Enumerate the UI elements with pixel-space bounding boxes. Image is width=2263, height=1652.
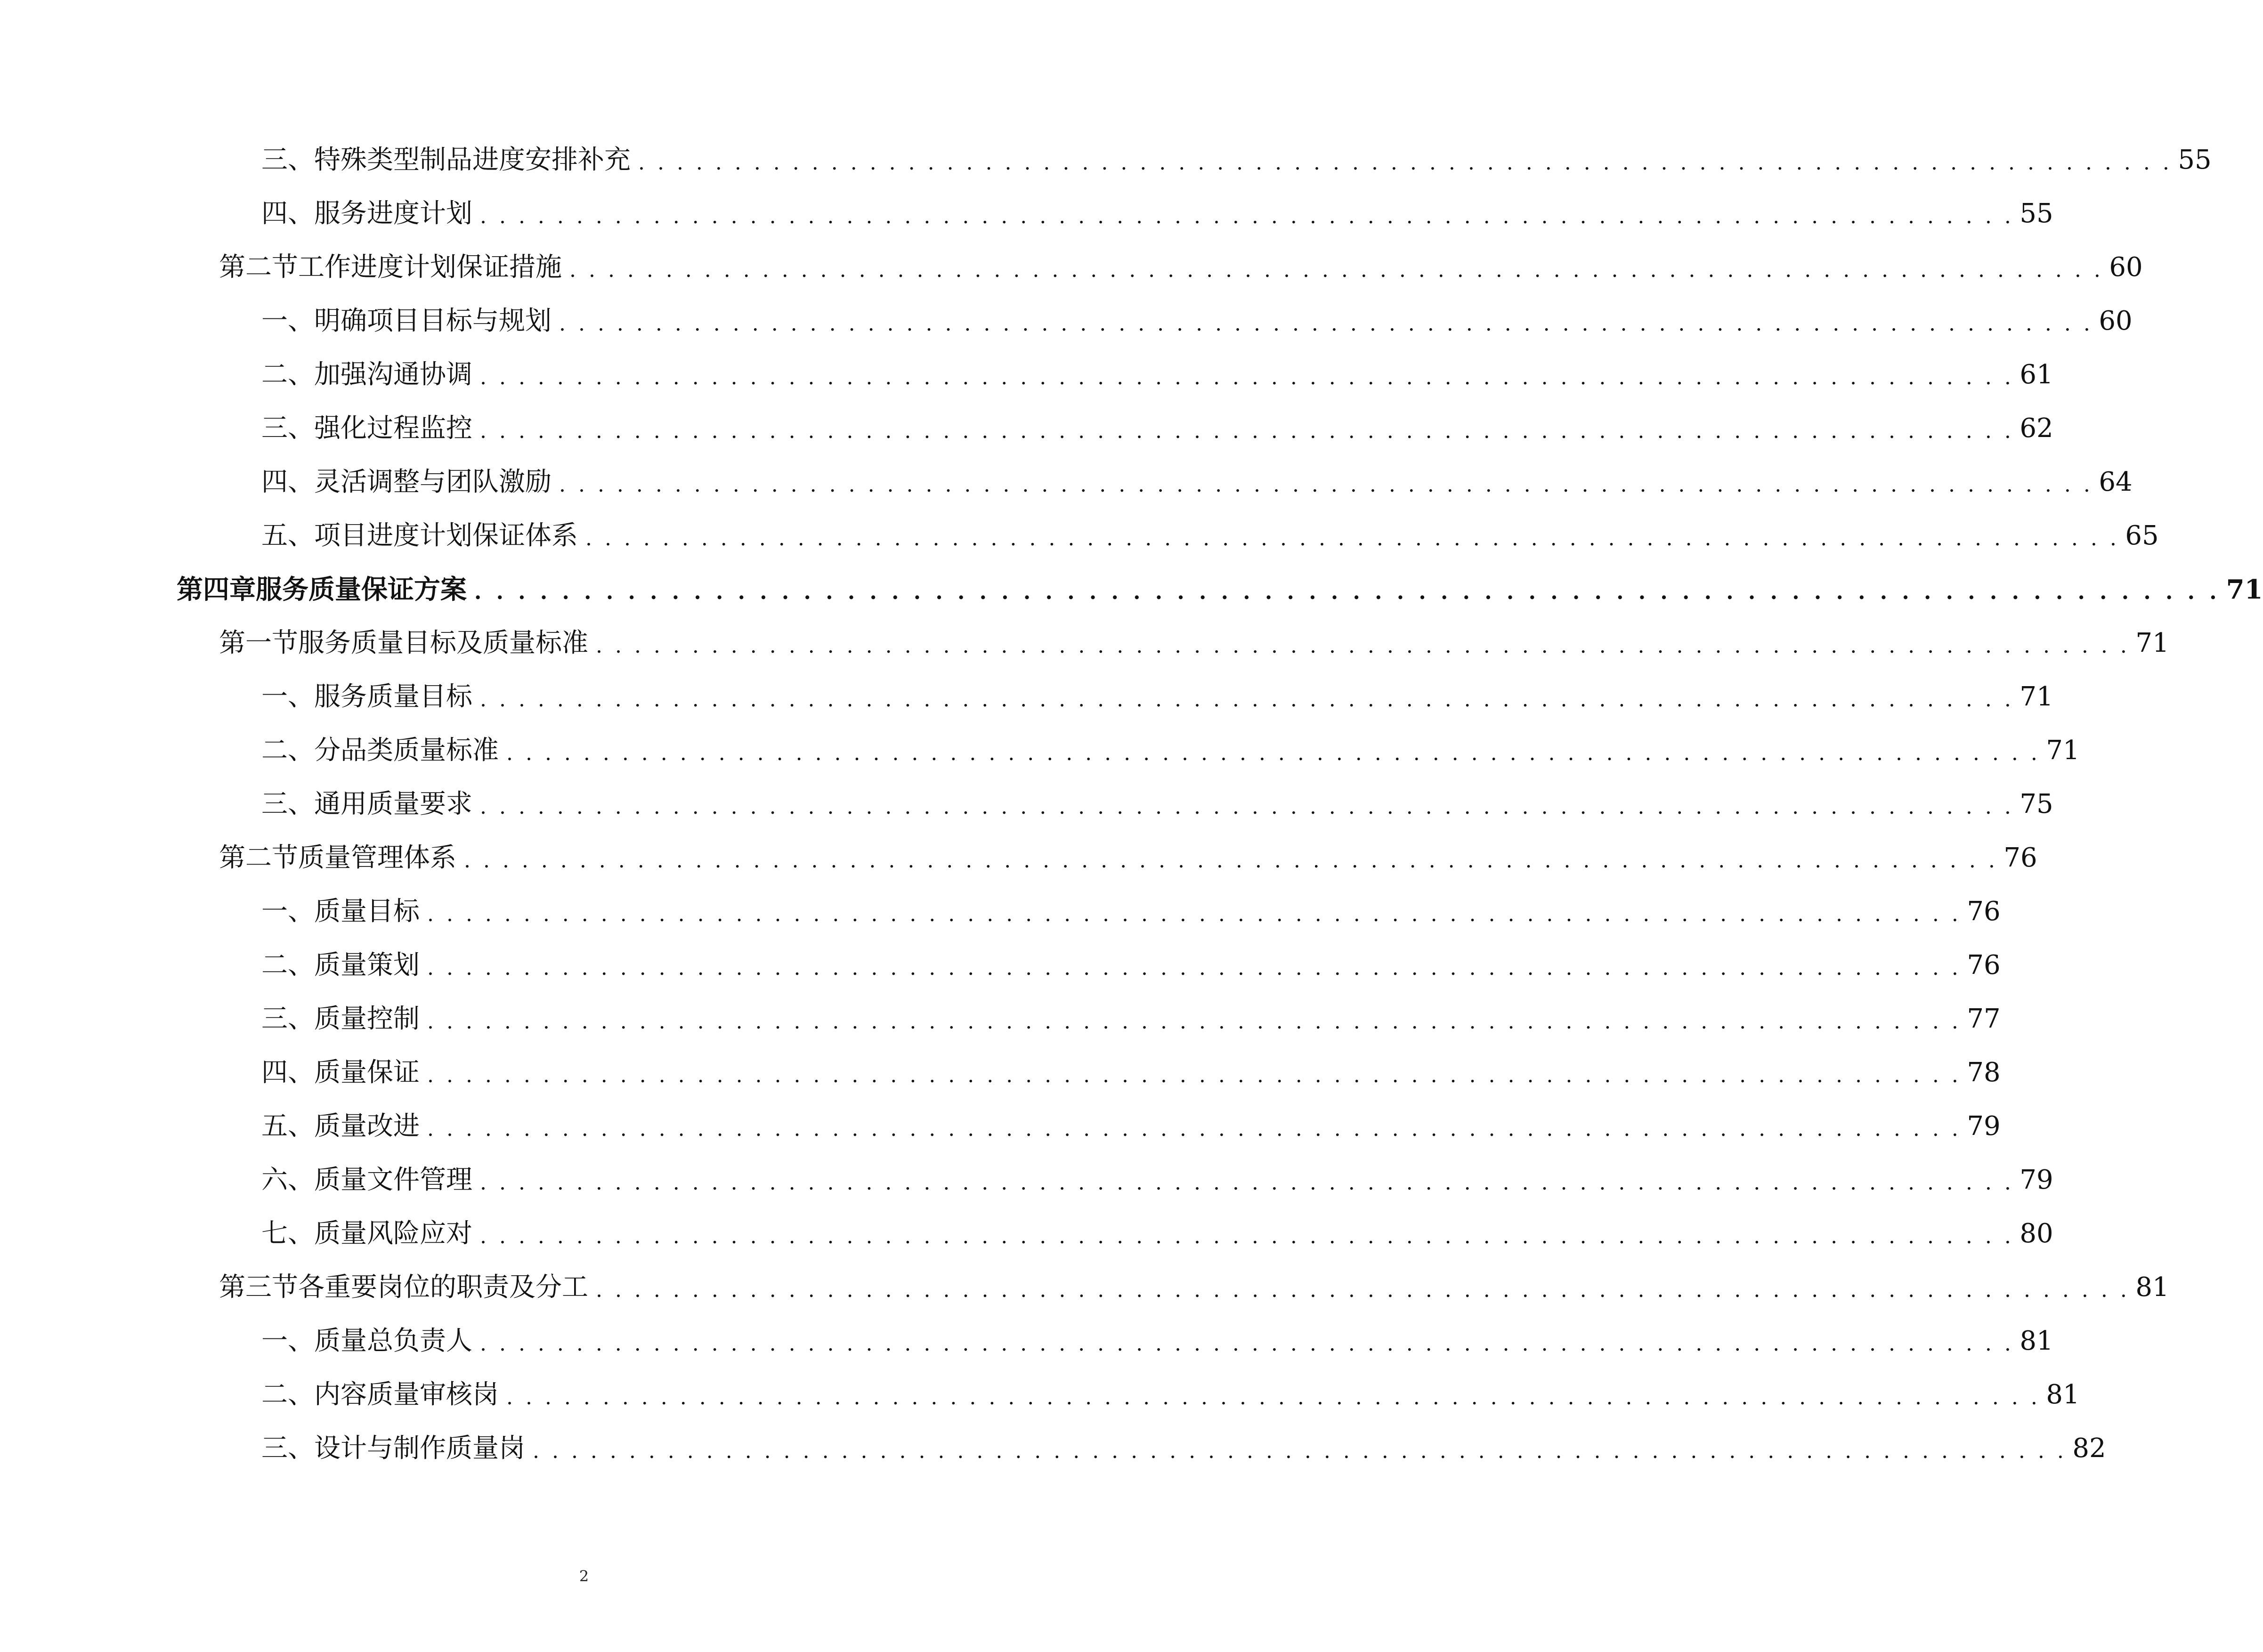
toc-entry[interactable] [261, 407, 2053, 450]
toc-entry-title: 服务进度计划 [314, 198, 472, 229]
toc-dot-leader: . . . . . . . . . . . . . . . . . . . . . . . . . . . . . . . . . . . . . . . . . . . . . . . . . . . . . . . . . . . . . . . . . . . . . . . . . . . . . . . . [559, 473, 2093, 497]
toc-dot-leader: . . . . . . . . . . . . . . . . . . . . . . . . . . . . . . . . . . . . . . . . . . . . . . . . . . . . . . . . . . . . . . . . . . . . . . . . . . . . . . . . [638, 151, 2173, 175]
toc-entry[interactable] [261, 676, 2053, 718]
toc-entry-title: 工作进度计划保证措施 [298, 252, 562, 283]
toc-entry[interactable] [261, 891, 2001, 933]
toc-entry-page: 79 [2020, 1165, 2053, 1195]
toc-chapter-entry[interactable] [177, 568, 2263, 611]
toc-dot-leader: . . . . . . . . . . . . . . . . . . . . . . . . . . . . . . . . . . . . . . . . . . . . . . . . . . . . . . . . . . . . . . . . . . . . . . . . . . . . . . . . [480, 419, 2014, 443]
toc-entry-title: 质量策划 [314, 950, 420, 980]
toc-entry-title: 质量改进 [314, 1111, 420, 1142]
toc-dot-leader: . . . . . . . . . . . . . . . . . . . . . . . . . . . . . . . . . . . . . . . . . . . . . . . . . . . . . . . . . . . . . . . . . . . . . . . . . . . . . . . . [480, 1332, 2014, 1356]
toc-entry[interactable] [219, 1266, 2169, 1309]
toc-entry-number: 一、 [261, 896, 314, 927]
toc-dot-leader: . . . . . . . . . . . . . . . . . . . . . . . . . . . . . . . . . . . . . . . . . . . . . . . . . . . . . . . . . . . . . . . . . . . . . . . . . . . . . . . . [596, 1278, 2130, 1302]
toc-entry-number: 一、 [261, 306, 314, 336]
toc-entry-number: 一、 [261, 1326, 314, 1356]
toc-entry-title: 质量总负责人 [314, 1326, 472, 1356]
toc-entry-number: 第四章 [177, 574, 256, 605]
toc-entry-number: 第一节 [219, 628, 298, 658]
toc-entry[interactable] [261, 1427, 2106, 1470]
toc-entry[interactable] [219, 837, 2037, 879]
toc-entry[interactable] [219, 622, 2169, 664]
toc-entry-title: 明确项目目标与规划 [314, 306, 552, 336]
toc-dot-leader: . . . . . . . . . . . . . . . . . . . . . . . . . . . . . . . . . . . . . . . . . . . . . . . . . . . . . . . . . . . . . . . . . . . . . . . . . . . . . . . . [533, 1439, 2067, 1463]
toc-entry[interactable] [261, 1052, 2001, 1094]
toc-entry-page: 81 [2046, 1379, 2080, 1410]
toc-entry[interactable] [261, 193, 2053, 235]
toc-entry[interactable] [261, 300, 2133, 342]
toc-entry-page: 65 [2125, 520, 2159, 551]
toc-entry-title: 服务质量保证方案 [256, 574, 467, 605]
toc-entry-page: 71 [2046, 735, 2080, 766]
toc-entry-page: 71 [2135, 628, 2169, 658]
toc-entry-number: 七、 [261, 1218, 314, 1249]
toc-dot-leader: . . . . . . . . . . . . . . . . . . . . . . . . . . . . . . . . . . . . . . . . . . . . . . . . . . . . . . . . . . . . . . . . . . . . . . . . . . . . . . . . [480, 1224, 2014, 1248]
toc-entry-page: 75 [2020, 789, 2053, 819]
toc-entry[interactable] [261, 515, 2159, 557]
toc-entry-number: 一、 [261, 681, 314, 712]
toc-dot-leader: . . . . . . . . . . . . . . . . . . . . . . . . . . . . . . . . . . . . . . . . . . . . . . . . . . . . . . . . . . . . . . . . . . . . . . . . . . . . . . . . [506, 1385, 2041, 1409]
toc-entry-page: 61 [2020, 359, 2053, 390]
toc-entry-title: 服务质量目标及质量标准 [298, 628, 588, 658]
toc-entry-title: 灵活调整与团队激励 [314, 467, 552, 497]
toc-entry[interactable] [261, 354, 2053, 396]
toc-entry-page: 60 [2099, 306, 2133, 336]
toc-entry-title: 质量保证 [314, 1057, 420, 1088]
toc-entry-number: 四、 [261, 198, 314, 229]
toc-dot-leader: . . . . . . . . . . . . . . . . . . . . . . . . . . . . . . . . . . . . . . . . . . . . . . . . . . . . . . . . . . . . . . . . . . . . . . . . . . . . . . . . [427, 1117, 1962, 1141]
toc-entry-page: 71 [2020, 681, 2053, 712]
toc-dot-leader: . . . . . . . . . . . . . . . . . . . . . . . . . . . . . . . . . . . . . . . . . . . . . . . . . . . . . . . . . . . . . . . . . . . . . . . . . . . . . . . . [480, 365, 2014, 389]
toc-entry-page: 55 [2020, 198, 2053, 229]
toc-entry-page: 81 [2135, 1272, 2169, 1303]
toc-entry-number: 三、 [261, 1433, 314, 1464]
toc-entry[interactable] [219, 246, 2143, 289]
toc-dot-leader: . . . . . . . . . . . . . . . . . . . . . . . . . . . . . . . . . . . . . . . . . . . . . . . . . . . . . . . . . . . . . . . . . . . . . . . . . . . . . . . . [464, 849, 1998, 873]
toc-entry-number: 六、 [261, 1165, 314, 1195]
toc-entry-number: 二、 [261, 735, 314, 766]
toc-dot-leader: . . . . . . . . . . . . . . . . . . . . . . . . . . . . . . . . . . . . . . . . . . . . . . . . . . . . . . . . . . . . . . . . . . . . . . . . . . . . . . . . [427, 1010, 1962, 1034]
toc-dot-leader: . . . . . . . . . . . . . . . . . . . . . . . . . . . . . . . . . . . . . . . . . . . . . . . . . . . . . . . . . . . . . . . . . . . . . . . . . . . . . . . . [427, 1063, 1962, 1087]
toc-entry-title: 特殊类型制品进度安排补充 [314, 145, 631, 175]
toc-entry-page: 76 [2003, 842, 2037, 873]
toc-entry-number: 二、 [261, 359, 314, 390]
toc-entry[interactable] [261, 139, 2212, 181]
toc-entry-title: 内容质量审核岗 [314, 1379, 499, 1410]
toc-entry-title: 质量管理体系 [298, 842, 456, 873]
toc-entry-title: 项目进度计划保证体系 [314, 520, 578, 551]
toc-entry-title: 各重要岗位的职责及分工 [298, 1272, 588, 1303]
toc-entry-title: 强化过程监控 [314, 413, 472, 444]
toc-dot-leader: . . . . . . . . . . . . . . . . . . . . . . . . . . . . . . . . . . . . . . . . . . . . . . . . . . . . . . . . . . . . . . . . . . . . . . . . . . . . . . . . [480, 795, 2014, 819]
toc-entry-title: 设计与制作质量岗 [314, 1433, 525, 1464]
toc-entry[interactable] [261, 944, 2001, 987]
toc-entry[interactable] [261, 998, 2001, 1040]
toc-entry[interactable] [261, 461, 2133, 503]
toc-entry-number: 三、 [261, 1004, 314, 1034]
toc-entry-page: 76 [1967, 896, 2001, 927]
toc-entry-page: 55 [2178, 145, 2212, 175]
toc-entry[interactable] [261, 1320, 2053, 1362]
toc-entry-number: 第三节 [219, 1272, 298, 1303]
toc-entry[interactable] [261, 783, 2053, 826]
toc-entry-page: 77 [1967, 1004, 2001, 1034]
toc-entry[interactable] [261, 1213, 2053, 1255]
toc-entry-number: 第二节 [219, 842, 298, 873]
toc-entry-number: 第二节 [219, 252, 298, 283]
toc-entry-page: 64 [2099, 467, 2133, 497]
toc-entry-page: 62 [2020, 413, 2053, 444]
toc-dot-leader: . . . . . . . . . . . . . . . . . . . . . . . . . . . . . . . . . . . . . . . . . . . . . . . . . . . . . . . . . . . . . . . . . . . . . . . . . . . . . . . . [427, 956, 1962, 980]
toc-dot-leader: . . . . . . . . . . . . . . . . . . . . . . . . . . . . . . . . . . . . . . . . . . . . . . . . . . . . . . . . . . . . . . . . . . . . . . . . . . . . . . . . [427, 902, 1962, 926]
toc-entry[interactable] [261, 729, 2080, 772]
toc-entry-page: 78 [1967, 1057, 2001, 1088]
toc-entry-page: 71 [2226, 574, 2263, 605]
toc-entry-page: 82 [2072, 1433, 2106, 1464]
toc-entry-page: 79 [1967, 1111, 2001, 1142]
toc-dot-leader: . . . . . . . . . . . . . . . . . . . . . . . . . . . . . . . . . . . . . . . . . . . . . . . . . . . . . . . . . . . . . . . . . . . . . . . . . . . . . . . . [474, 580, 2221, 604]
toc-entry-title: 质量目标 [314, 896, 420, 927]
toc-entry-page: 81 [2020, 1326, 2053, 1356]
toc-entry-title: 质量文件管理 [314, 1165, 472, 1195]
toc-dot-leader: . . . . . . . . . . . . . . . . . . . . . . . . . . . . . . . . . . . . . . . . . . . . . . . . . . . . . . . . . . . . . . . . . . . . . . . . . . . . . . . . [480, 1171, 2014, 1195]
toc-entry[interactable] [261, 1105, 2001, 1148]
toc-entry-title: 质量风险应对 [314, 1218, 472, 1249]
toc-dot-leader: . . . . . . . . . . . . . . . . . . . . . . . . . . . . . . . . . . . . . . . . . . . . . . . . . . . . . . . . . . . . . . . . . . . . . . . . . . . . . . . . [506, 741, 2041, 765]
toc-entry-page: 80 [2020, 1218, 2053, 1249]
toc-entry-title: 分品类质量标准 [314, 735, 499, 766]
toc-dot-leader: . . . . . . . . . . . . . . . . . . . . . . . . . . . . . . . . . . . . . . . . . . . . . . . . . . . . . . . . . . . . . . . . . . . . . . . . . . . . . . . . [585, 526, 2120, 551]
toc-entry-number: 五、 [261, 1111, 314, 1142]
toc-entry-page: 60 [2109, 252, 2143, 283]
toc-entry[interactable] [261, 1159, 2053, 1201]
toc-entry-number: 三、 [261, 413, 314, 444]
toc-entry-number: 二、 [261, 950, 314, 980]
toc-entry-number: 三、 [261, 789, 314, 819]
toc-entry-title: 质量控制 [314, 1004, 420, 1034]
toc-dot-leader: . . . . . . . . . . . . . . . . . . . . . . . . . . . . . . . . . . . . . . . . . . . . . . . . . . . . . . . . . . . . . . . . . . . . . . . . . . . . . . . . [569, 258, 2104, 282]
toc-dot-leader: . . . . . . . . . . . . . . . . . . . . . . . . . . . . . . . . . . . . . . . . . . . . . . . . . . . . . . . . . . . . . . . . . . . . . . . . . . . . . . . . [559, 312, 2093, 336]
toc-entry-number: 四、 [261, 1057, 314, 1088]
toc-dot-leader: . . . . . . . . . . . . . . . . . . . . . . . . . . . . . . . . . . . . . . . . . . . . . . . . . . . . . . . . . . . . . . . . . . . . . . . . . . . . . . . . [596, 634, 2130, 658]
page-number: 2 [579, 1567, 589, 1585]
toc-entry-number: 二、 [261, 1379, 314, 1410]
toc-entry-title: 加强沟通协调 [314, 359, 472, 390]
toc-entry-page: 76 [1967, 950, 2001, 980]
toc-entry[interactable] [261, 1374, 2080, 1416]
toc-entry-title: 通用质量要求 [314, 789, 472, 819]
toc-entry-number: 五、 [261, 520, 314, 551]
toc-entry-number: 四、 [261, 467, 314, 497]
toc-entry-number: 三、 [261, 145, 314, 175]
toc-dot-leader: . . . . . . . . . . . . . . . . . . . . . . . . . . . . . . . . . . . . . . . . . . . . . . . . . . . . . . . . . . . . . . . . . . . . . . . . . . . . . . . . [480, 688, 2014, 712]
toc-entry-title: 服务质量目标 [314, 681, 472, 712]
toc-dot-leader: . . . . . . . . . . . . . . . . . . . . . . . . . . . . . . . . . . . . . . . . . . . . . . . . . . . . . . . . . . . . . . . . . . . . . . . . . . . . . . . . [480, 204, 2014, 228]
